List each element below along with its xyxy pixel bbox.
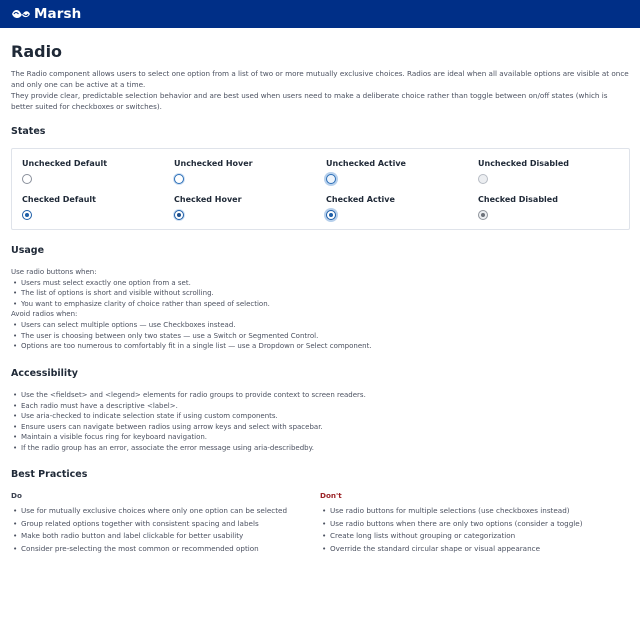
state-label: Unchecked Default — [22, 159, 108, 168]
list-item: • Use the <fieldset> and <legend> elements for radio groups to provide context to screen readers. — [11, 390, 366, 401]
list-item: • The user is choosing between only two states — use a Switch or Segmented Control. — [11, 331, 372, 342]
list-item: • Options are too numerous to comfortably fit in a single list — use a Dropdown or Select component. — [11, 341, 372, 352]
list-item: • Ensure users can navigate between radios using arrow keys and select with spacebar. — [11, 422, 366, 433]
list-item: • Group related options together with consistent spacing and labels — [11, 518, 311, 531]
radio-unchecked-disabled-icon — [478, 174, 488, 184]
usage-heading: Usage — [11, 245, 45, 256]
page-intro — [11, 68, 631, 112]
states-heading: States — [11, 126, 46, 137]
state-checked-disabled — [478, 195, 618, 204]
list-item: • Each radio must have a descriptive <label>. — [11, 401, 366, 412]
usage-use-intro: Use radio buttons when: — [11, 268, 97, 276]
state-checked-default — [22, 195, 162, 204]
intro-paragraph-2: They provide clear, predictable selection behavior and are best used when users need to make a deliberate choice rather than toggle between on/off states (which is better suited for checkboxes or switches). — [11, 91, 608, 111]
state-unchecked-disabled — [478, 159, 618, 168]
list-item: • Users must select exactly one option from a set. — [11, 278, 372, 289]
marsh-logo-icon — [11, 8, 31, 20]
state-label: Checked Hover — [174, 195, 242, 204]
do-label: Do — [11, 491, 22, 500]
list-item: • Use for mutually exclusive choices where only one option can be selected — [11, 505, 311, 518]
best-practices-heading: Best Practices — [11, 469, 88, 480]
radio-unchecked-active-icon[interactable] — [326, 174, 336, 184]
radio-unchecked-hover-icon[interactable] — [174, 174, 184, 184]
state-label: Checked Active — [326, 195, 395, 204]
radio-checked-active-icon[interactable] — [326, 210, 336, 220]
list-item: • Use aria-checked to indicate selection state if using custom components. — [11, 411, 366, 422]
list-item: • Consider pre-selecting the most common or recommended option — [11, 543, 311, 556]
page-title: Radio — [11, 42, 63, 61]
list-item: • Users can select multiple options — use Checkboxes instead. — [11, 320, 372, 331]
state-label: Unchecked Active — [326, 159, 406, 168]
usage-avoid-intro: Avoid radios when: — [11, 310, 78, 319]
accessibility-heading: Accessibility — [11, 368, 78, 379]
list-item: • The list of options is short and visible without scrolling. — [11, 288, 372, 299]
state-unchecked-hover — [174, 159, 314, 168]
state-checked-hover — [174, 195, 314, 204]
list-item: • Maintain a visible focus ring for keyboard navigation. — [11, 432, 366, 443]
brand-name: Marsh — [34, 6, 82, 22]
list-item: • If the radio group has an error, associate the error message using aria-describedby. — [11, 443, 366, 454]
state-label: Checked Default — [22, 195, 96, 204]
dont-column — [320, 491, 620, 555]
list-item: • Create long lists without grouping or categorization — [320, 530, 620, 543]
state-checked-active — [326, 195, 466, 204]
list-item: • Override the standard circular shape or visual appearance — [320, 543, 620, 556]
radio-checked-hover-icon[interactable] — [174, 210, 184, 220]
state-unchecked-default — [22, 159, 162, 168]
state-label: Unchecked Hover — [174, 159, 253, 168]
state-unchecked-active — [326, 159, 466, 168]
list-item: • Make both radio button and label clickable for better usability — [11, 530, 311, 543]
list-item: • You want to emphasize clarity of choice rather than speed of selection. — [11, 299, 372, 310]
list-item: • Use radio buttons for multiple selections (use checkboxes instead) — [320, 505, 620, 518]
dont-label: Don't — [320, 491, 342, 500]
radio-unchecked-default-icon[interactable] — [22, 174, 32, 184]
accessibility-section — [11, 390, 366, 454]
state-label: Unchecked Disabled — [478, 159, 570, 168]
brand-logo[interactable] — [11, 6, 81, 22]
states-panel — [11, 148, 630, 230]
state-label: Checked Disabled — [478, 195, 558, 204]
usage-section — [11, 267, 372, 352]
radio-checked-default-icon[interactable] — [22, 210, 32, 220]
radio-checked-disabled-icon — [478, 210, 488, 220]
do-column — [11, 491, 311, 555]
app-header — [0, 0, 640, 28]
intro-paragraph-1: The Radio component allows users to select one option from a list of two or more mutually exclusive choices. Radios are ideal when all available options are visible at once and only one can be active at a time. — [11, 69, 629, 89]
list-item: • Use radio buttons when there are only two options (consider a toggle) — [320, 518, 620, 531]
